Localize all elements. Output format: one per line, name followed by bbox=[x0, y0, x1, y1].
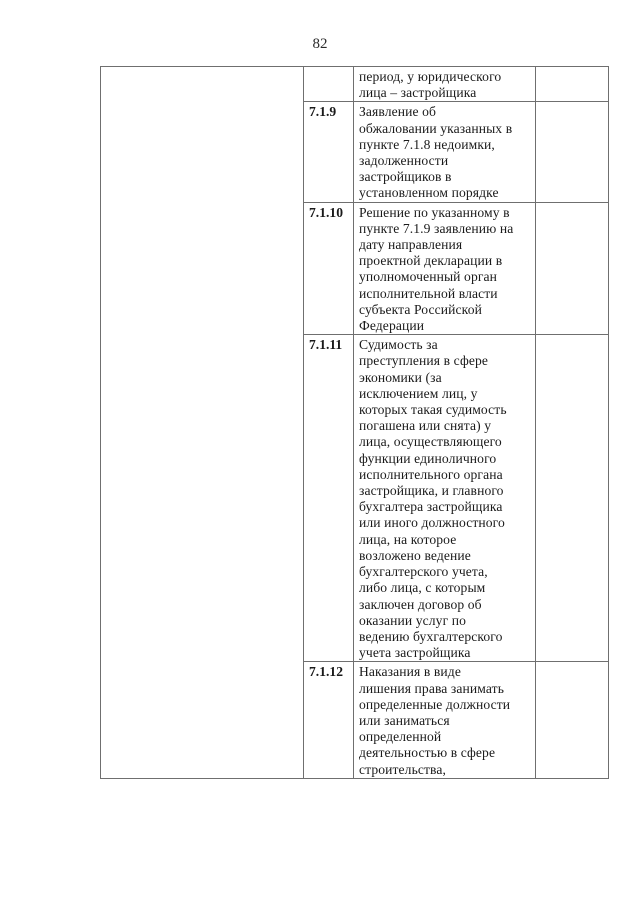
page-number: 82 bbox=[312, 36, 328, 52]
text-line: субъекта Российской bbox=[359, 301, 482, 317]
value-cell bbox=[536, 102, 609, 202]
text-line: преступления в сфере bbox=[359, 353, 489, 369]
text-line: возложено ведение bbox=[359, 547, 471, 563]
text-line: дату направления bbox=[359, 237, 463, 253]
value-cell bbox=[536, 67, 609, 102]
text-line: оказании услуг по bbox=[359, 612, 467, 628]
text-line: строительства, bbox=[359, 761, 447, 777]
item-text bbox=[354, 662, 536, 778]
item-number: 7.1.10 bbox=[304, 202, 354, 335]
text-line: застройщиков в bbox=[359, 169, 452, 185]
text-line: Федерации bbox=[359, 318, 425, 334]
item-text bbox=[354, 67, 536, 102]
text-line: Заявление об bbox=[359, 104, 437, 120]
text-line: лица, на которое bbox=[359, 531, 457, 547]
value-cell bbox=[536, 335, 609, 662]
value-cell bbox=[536, 202, 609, 335]
text-line: бухгалтерского учета, bbox=[359, 564, 488, 580]
text-line: функции единоличного bbox=[359, 450, 497, 466]
text-line: исполнительной власти bbox=[359, 285, 498, 301]
text-line: лица, осуществляющего bbox=[359, 434, 502, 450]
text-line: период, у юридического bbox=[359, 69, 502, 84]
text-line: лица – застройщика bbox=[359, 85, 477, 101]
text-line: или заниматься bbox=[359, 712, 450, 728]
text-line: определенные должности bbox=[359, 696, 511, 712]
item-number bbox=[304, 67, 354, 102]
text-line: обжаловании указанных в bbox=[359, 120, 513, 136]
text-line: Решение по указанному в bbox=[359, 204, 510, 220]
text-line: лишения права занимать bbox=[359, 680, 505, 696]
text-line: которых такая судимость bbox=[359, 402, 507, 418]
text-line: ведению бухгалтерского bbox=[359, 628, 503, 644]
text-line: Наказания в виде bbox=[359, 664, 461, 680]
document-table bbox=[100, 66, 609, 779]
text-line: Судимость за bbox=[359, 337, 438, 353]
text-line: заключен договор об bbox=[359, 596, 482, 612]
table-row bbox=[101, 67, 609, 102]
item-text bbox=[354, 335, 536, 662]
text-line: установленном порядке bbox=[359, 185, 499, 201]
text-line: исключением лиц, у bbox=[359, 385, 478, 401]
text-line: экономики (за bbox=[359, 369, 442, 385]
text-line: проектной декларации в bbox=[359, 253, 503, 269]
text-line: деятельностью в сфере bbox=[359, 745, 496, 761]
text-line: бухгалтера застройщика bbox=[359, 499, 503, 515]
text-line: исполнительного органа bbox=[359, 466, 503, 482]
left-empty-column bbox=[101, 67, 304, 779]
text-line: уполномоченный орган bbox=[359, 269, 498, 285]
text-line: застройщика, и главного bbox=[359, 483, 504, 499]
value-cell bbox=[536, 662, 609, 778]
item-number: 7.1.11 bbox=[304, 335, 354, 662]
text-line: погашена или снята) у bbox=[359, 418, 492, 434]
text-line: пункте 7.1.8 недоимки, bbox=[359, 136, 495, 152]
item-number: 7.1.9 bbox=[304, 102, 354, 202]
text-line: или иного должностного bbox=[359, 515, 505, 531]
text-line: либо лица, с которым bbox=[359, 580, 486, 596]
item-text bbox=[354, 102, 536, 202]
text-line: определенной bbox=[359, 729, 442, 745]
item-text bbox=[354, 202, 536, 335]
text-line: учета застройщика bbox=[359, 645, 471, 661]
text-line: пункте 7.1.9 заявлению на bbox=[359, 220, 514, 236]
text-line: задолженности bbox=[359, 153, 449, 169]
item-number: 7.1.12 bbox=[304, 662, 354, 778]
